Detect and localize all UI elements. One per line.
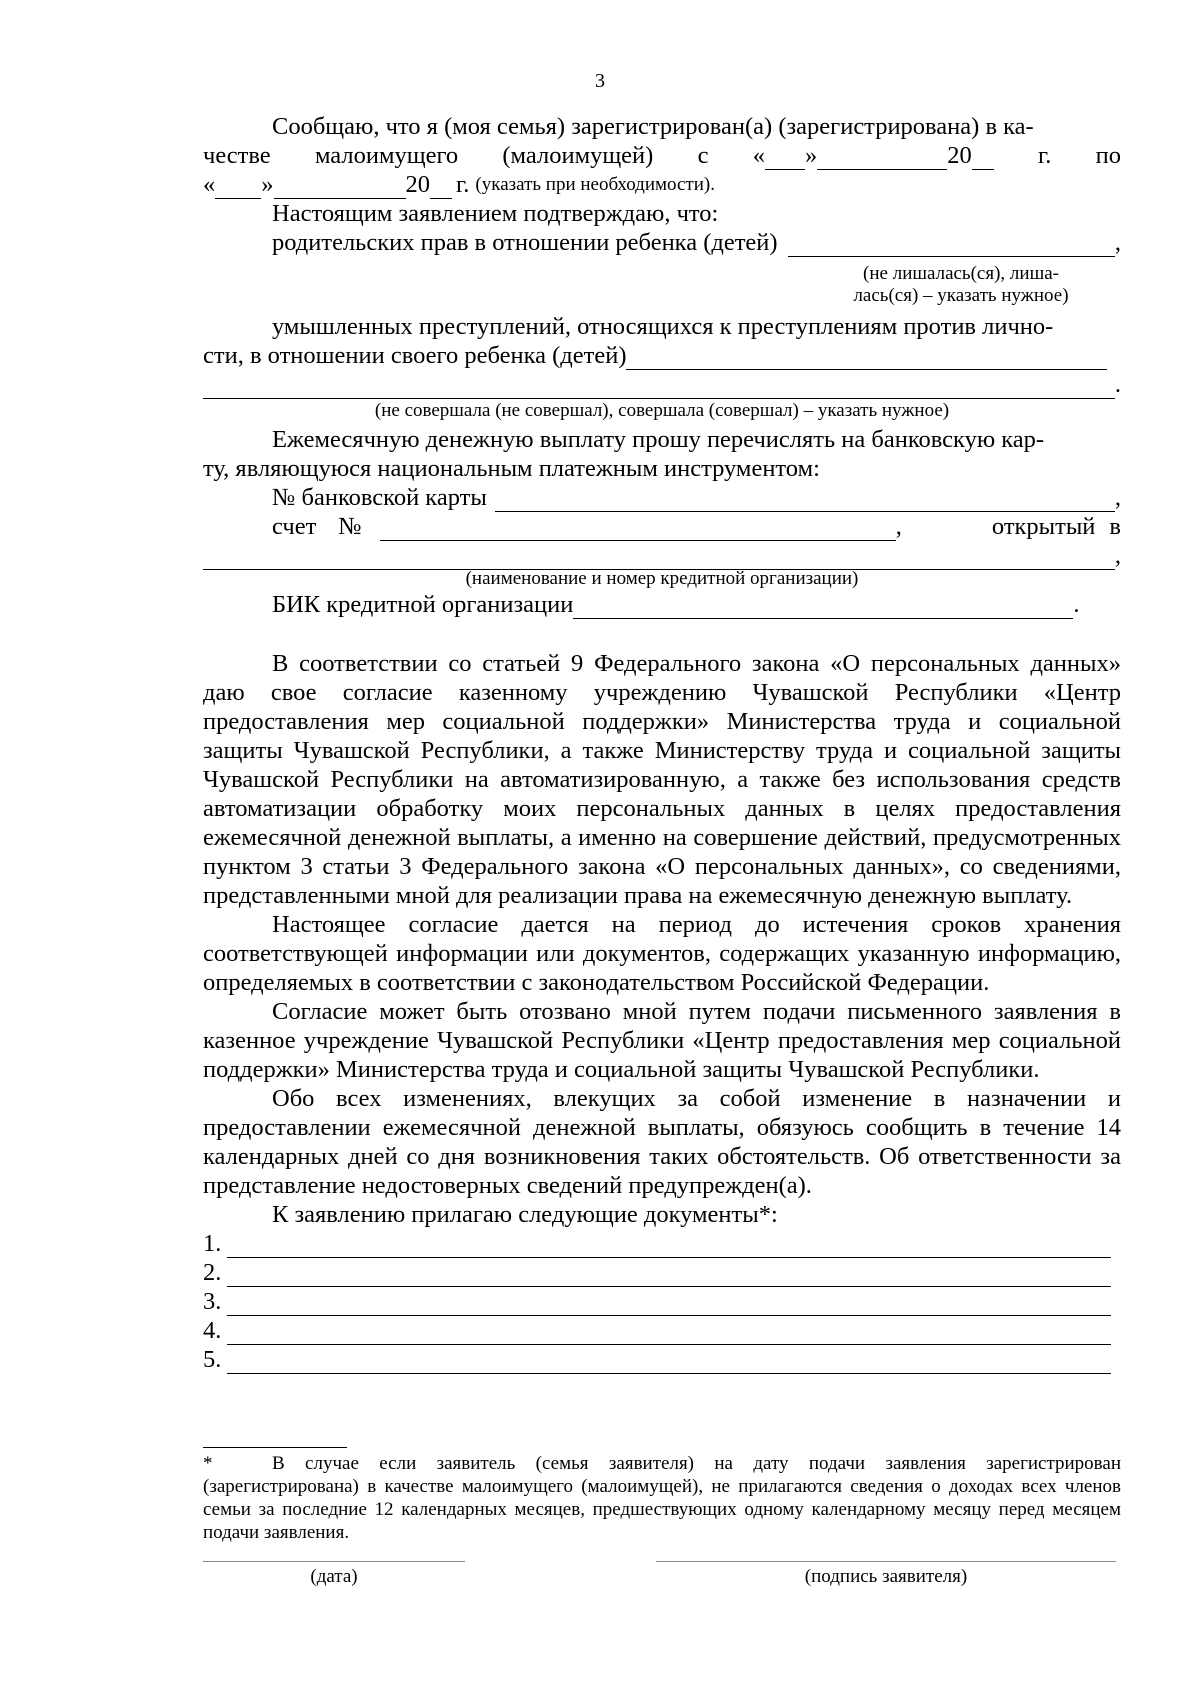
bank-name-note: (наименование и номер кредитной организации) [465,568,859,589]
text-fragment: , [1114,484,1121,511]
account-label: счет [272,513,317,540]
list-number: 5. [203,1346,222,1373]
optional-note: (указать при необходимости). [475,174,715,195]
text-fragment: « [203,171,216,198]
account-number-sign: № [338,513,362,540]
registration-start-date [753,141,994,170]
crimes-blank-1[interactable] [626,347,1107,370]
end-year-blank[interactable] [430,176,452,199]
payment-block [203,425,1121,570]
card-number-label: № банковской карты [272,484,487,511]
bik-line [203,590,1121,619]
text-fragment: малоимущего [314,142,459,169]
date-field[interactable] [203,1561,465,1562]
crimes-line-3 [203,370,1121,399]
text-fragment: , [895,513,902,540]
text-fragment: , [1114,542,1121,569]
start-day-blank[interactable] [765,147,805,170]
list-item [203,1258,1121,1287]
list-item [203,1287,1121,1316]
parental-rights-blank[interactable] [788,234,1115,257]
note-line: лась(ся) – указать нужное) [853,285,1069,306]
footnote-divider [203,1447,347,1448]
text-fragment: « [752,142,765,169]
text-fragment: по [1095,142,1121,169]
bik-label: БИК кредитной организации [272,591,574,618]
poverty-line-3 [203,170,1121,199]
document-field[interactable] [227,1293,1111,1316]
payment-line-1: Ежемесячную денежную выплату прошу перечислять на банковскую кар- [272,426,1045,453]
attachments-intro: К заявлению прилагаю следующие документы*: [272,1201,778,1228]
page-number: 3 [595,70,605,92]
text-fragment: г. [1037,142,1052,169]
parental-rights-note [838,263,1084,307]
documents-list [203,1229,1121,1374]
signature-field[interactable] [656,1561,1116,1562]
crimes-note: (не совершала (не совершал), совершала (совершал) – указать нужное) [374,400,950,421]
crimes-line-2 [203,341,1121,370]
text-fragment: » [261,171,274,198]
crimes-label: сти, в отношении своего ребенка (детей) [203,342,627,369]
bik-block [203,590,1121,619]
text-fragment: г. [456,171,470,198]
consent-paragraph-1: В соответствии со статьей 9 Федерального закона «О персональных данных» даю свое согласие казенному учреждению Чувашской Республики «Центр предоставления мер социальной поддержки» Министерства труда и социальной защиты Чувашской Республики, а также Министерству труда и социальной защиты Чувашской Республики на автоматизированную, а также без использования средств автоматизации обработку моих персональных данных в целях предоставления ежемесячной денежной выплаты, а именно на совершение действий, предусмотренных пунктом 3 статьи 3 Федерального закона «О персональных данных», со сведениями, представленными мной для реализации права на ежемесячную денежную выплату. [203,650,1121,909]
card-number-line [203,483,1121,512]
end-month-blank[interactable] [274,176,406,199]
account-line [203,512,1121,541]
crimes-statement [203,312,1121,399]
start-month-blank[interactable] [817,147,947,170]
footnote-mark: * [203,1453,213,1474]
date-label: (дата) [310,1566,358,1587]
list-number: 4. [203,1317,222,1344]
consent-paragraph-2: Настоящее согласие дается на период до истечения сроков хранения соответствующей информации или документов, содержащих указанную информацию, определяемых в соответствии с законодательством Российской Федерации. [203,911,1121,996]
footnote-text: В случае если заявитель (семья заявителя) на дату подачи заявления зарегистрирован (зарегистрирована) в качестве малоимущего (малоимущей), не прилагаются сведения о доходах всех членов семьи за последние 12 календарных месяцев, предшествующих одному календарному месяцу перед месяцем подачи заявления. [203,1453,1121,1543]
bank-name-line [203,541,1121,570]
parental-rights-line [203,228,1121,257]
text-fragment: 20 [947,142,972,169]
text-fragment: 20 [405,171,430,198]
list-number: 2. [203,1259,222,1286]
bank-name-field[interactable] [203,547,1115,570]
opened-in-label: в [1109,513,1121,540]
list-number: 3. [203,1288,222,1315]
list-item [203,1229,1121,1258]
document-field[interactable] [227,1351,1111,1374]
text-fragment: » [804,142,818,169]
card-number-field[interactable] [495,489,1115,512]
poverty-line-1: Сообщаю, что я (моя семья) зарегистрирован(а) (зарегистрирована) в ка- [272,113,1034,140]
payment-line-2: ту, являющуюся национальным платежным инструментом: [203,455,820,482]
text-fragment: (малоимущей) [502,142,654,169]
text-fragment: с [697,142,709,169]
crimes-blank-2[interactable] [203,376,1115,399]
signature-label: (подпись заявителя) [804,1566,968,1587]
list-item [203,1316,1121,1345]
confirm-intro: Настоящим заявлением подтверждаю, что: [272,200,719,227]
poverty-statement [203,112,1121,257]
consent-paragraph-4: Обо всех изменениях, влекущих за собой изменение в назначении и предоставлении ежемесячной денежной выплаты, обязуюсь сообщить в течение 14 календарных дней со дня возникновения таких обстоятельств. Об ответственности за представление недостоверных сведений предупрежден(а). [203,1085,1121,1199]
text-fragment: , [1114,229,1121,256]
document-field[interactable] [227,1264,1111,1287]
text-fragment: честве [203,142,271,169]
text-fragment: . [1114,371,1121,398]
account-number-field[interactable] [380,518,896,541]
list-item [203,1345,1121,1374]
poverty-line-2 [203,141,1121,170]
opened-label: открытый [991,513,1096,540]
consent-block [203,649,1121,1374]
document-field[interactable] [227,1235,1111,1258]
consent-paragraph-3: Согласие может быть отозвано мной путем подачи письменного заявления в казенное учреждение Чувашской Республики «Центр предоставления мер социальной поддержки» Министерства труда и социальной защиты Чувашской Республики. [203,998,1121,1083]
end-day-blank[interactable] [215,176,261,199]
text-fragment: . [1073,591,1080,618]
bik-field[interactable] [573,596,1073,619]
document-field[interactable] [227,1322,1111,1345]
note-line: (не лишалась(ся), лиша- [863,263,1059,284]
list-number: 1. [203,1230,222,1257]
start-year-blank[interactable] [972,147,994,170]
parental-rights-label: родительских прав в отношении ребенка (детей) [272,229,778,256]
crimes-line-1: умышленных преступлений, относящихся к преступлениям против лично- [272,313,1054,340]
